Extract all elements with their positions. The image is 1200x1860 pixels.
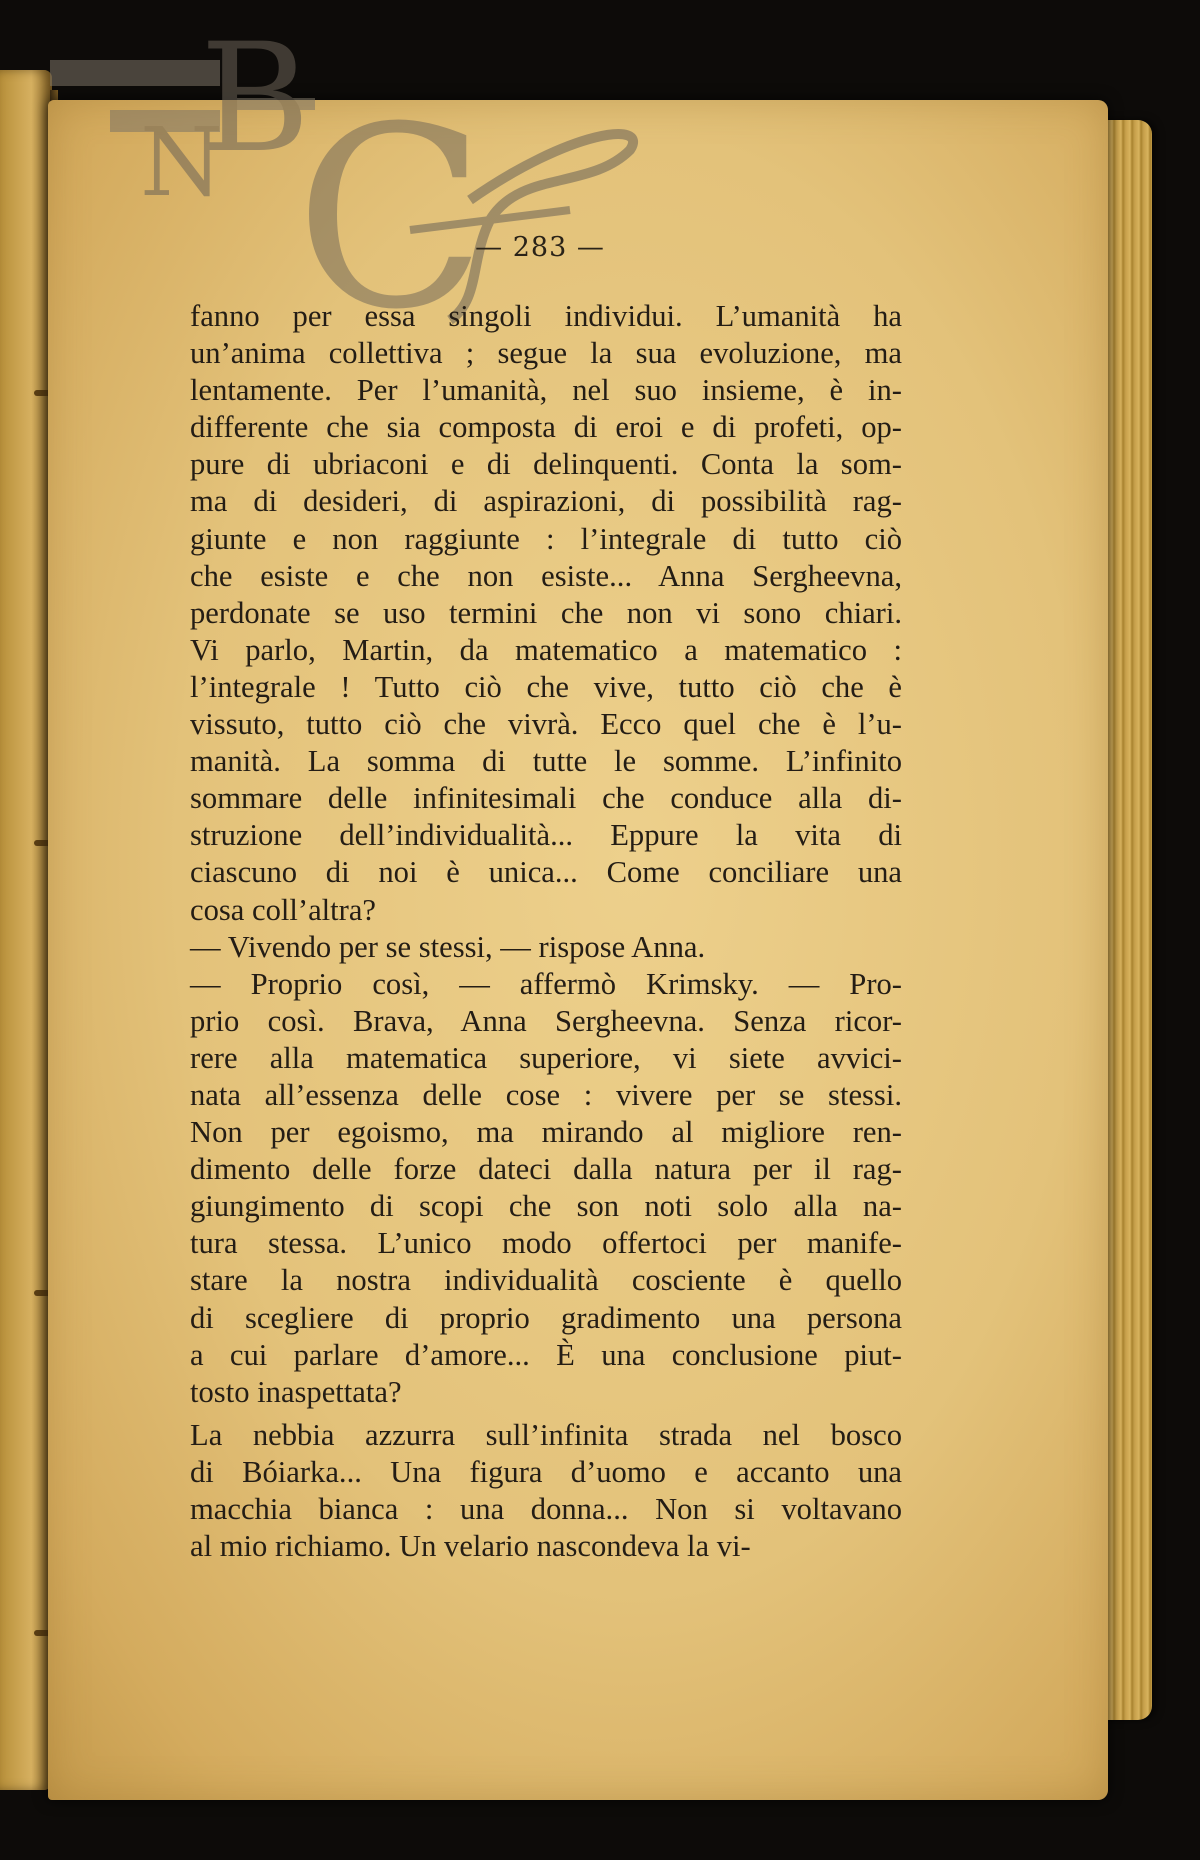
- text-line: tura stessa. L’unico modo offertoci per manife-: [190, 1226, 902, 1261]
- text-line: La nebbia azzurra sull’infinita strada nel bosco: [190, 1417, 902, 1452]
- text-line: — Vivendo per se stessi, — rispose Anna.: [190, 929, 706, 964]
- text-line: cosa coll’altra?: [190, 892, 376, 927]
- text-line: — Proprio così, — affermò Krimsky. — Pro-: [190, 966, 902, 1001]
- text-line: stare la nostra individualità cosciente è quello: [190, 1263, 902, 1298]
- text-line: perdonate se uso termini che non vi sono chiari.: [190, 595, 902, 630]
- text-line: prio così. Brava, Anna Sergheevna. Senza ricor-: [190, 1003, 902, 1038]
- library-watermark-logo: [50, 20, 670, 340]
- text-line: manità. La somma di tutte le somme. L’infinito: [190, 744, 902, 779]
- text-line: dimento delle forze dateci dalla natura per il rag-: [190, 1152, 902, 1187]
- text-line: l’integrale ! Tutto ciò che vive, tutto ciò che è: [190, 669, 902, 704]
- text-line: pure di ubriaconi e di delinquenti. Conta la som-: [190, 447, 902, 482]
- left-page-edge: [0, 70, 52, 1790]
- text-line: ciascuno di noi è unica... Come conciliare una: [190, 855, 902, 890]
- watermark-letter-b: B: [200, 20, 311, 186]
- text-line: Non per egoismo, ma mirando al migliore ren-: [190, 1115, 902, 1150]
- text-line: sommare delle infinitesimali che conduce alla di-: [190, 781, 902, 816]
- text-line: che esiste e che non esiste... Anna Sergheevna,: [190, 558, 902, 593]
- text-line: giunte e non raggiunte : l’integrale di tutto ciò: [190, 521, 902, 556]
- page-number: — 283 —: [475, 232, 605, 263]
- text-line: struzione dell’individualità... Eppure la vita di: [190, 818, 902, 853]
- text-line: tosto inaspettata?: [190, 1374, 402, 1409]
- text-line: lentamente. Per l’umanità, nel suo insieme, è in-: [190, 373, 902, 408]
- text-line: di Bóiarka... Una figura d’uomo e accanto una: [190, 1454, 902, 1489]
- text-line: macchia bianca : una donna... Non si voltavano: [190, 1492, 902, 1526]
- text-line: rere alla matematica superiore, vi siete avvici-: [190, 1040, 902, 1075]
- text-line: un’anima collettiva ; segue la sua evoluzione, ma: [190, 336, 902, 371]
- text-line: giungimento di scopi che son noti solo alla na-: [190, 1189, 902, 1224]
- text-line: differente che sia composta di eroi e di profeti, op-: [190, 410, 902, 445]
- text-line: nata all’essenza delle cose : vivere per se stessi.: [190, 1077, 902, 1112]
- text-line: ma di desideri, di aspirazioni, di possibilità rag-: [190, 484, 902, 519]
- text-line: a cui parlare d’amore... È una conclusione piut-: [190, 1337, 902, 1372]
- text-line: di scegliere di proprio gradimento una persona: [190, 1300, 902, 1335]
- page-body-text: [190, 298, 902, 1565]
- watermark-letter-c: C: [295, 73, 487, 340]
- watermark-letter-n: N: [140, 108, 224, 218]
- text-line: Vi parlo, Martin, da matematico a matematico :: [190, 632, 902, 667]
- text-line: vissuto, tutto ciò che vivrà. Ecco quel che è l’u-: [190, 707, 902, 742]
- text-line: fanno per essa singoli individui. L’umanità ha: [190, 299, 902, 333]
- text-line: al mio richiamo. Un velario nascondeva la vi-: [190, 1529, 751, 1564]
